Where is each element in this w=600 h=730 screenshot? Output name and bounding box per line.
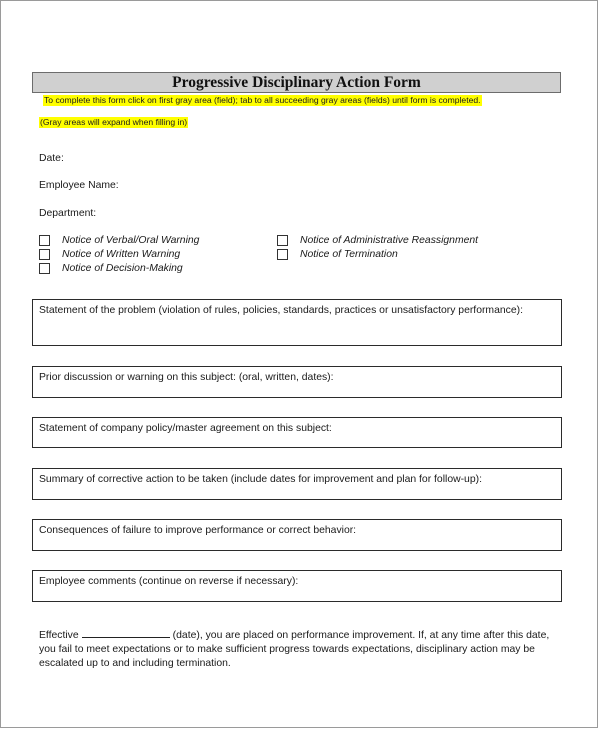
notice-decision-making[interactable]	[39, 262, 183, 275]
checkbox[interactable]	[39, 249, 50, 260]
notice-written-warning[interactable]	[39, 248, 180, 261]
checkbox-label: Notice of Written Warning	[62, 249, 181, 260]
consequences-box[interactable]	[32, 519, 562, 551]
box-label: Employee comments (continue on reverse if necessary):	[39, 576, 299, 587]
checkbox-label: Notice of Decision-Making	[62, 263, 183, 274]
corrective-action-box[interactable]	[32, 468, 562, 500]
effective-date-blank[interactable]	[82, 627, 170, 638]
notice-administrative-reassignment[interactable]	[277, 234, 478, 247]
box-label: Statement of company policy/master agreement on this subject:	[39, 423, 332, 434]
effective-paragraph	[39, 627, 559, 670]
instruction-note: (Gray areas will expand when filling in)	[40, 117, 188, 127]
box-label: Consequences of failure to improve performance or correct behavior:	[39, 525, 357, 536]
checkbox[interactable]	[39, 263, 50, 274]
box-label: Summary of corrective action to be taken (include dates for improvement and plan for follow-up):	[39, 474, 482, 485]
checkbox[interactable]	[277, 235, 288, 246]
prior-discussion-box[interactable]	[32, 366, 562, 398]
notice-verbal-warning[interactable]	[39, 234, 199, 247]
checkbox[interactable]	[277, 249, 288, 260]
checkbox-label: Notice of Verbal/Oral Warning	[62, 235, 200, 246]
date-field[interactable]: Date:	[39, 153, 64, 164]
instruction-text: To complete this form click on first gray area (field); tab to all succeeding gray areas (fields) until form is completed.	[44, 95, 481, 105]
checkbox[interactable]	[39, 235, 50, 246]
notice-termination[interactable]	[277, 248, 398, 261]
company-policy-box[interactable]	[32, 417, 562, 448]
checkbox-label: Notice of Administrative Reassignment	[300, 235, 479, 246]
effective-prefix: Effective	[39, 630, 79, 641]
employee-name-field[interactable]: Employee Name:	[39, 180, 119, 191]
box-label: Prior discussion or warning on this subject: (oral, written, dates):	[39, 372, 334, 383]
effective-text: (date), you are placed on performance improvement. If, at any time after this date, you fail to meet expectations or to make sufficient progress towards expectations, disciplinary action may be escalated up to and including termination.	[39, 630, 550, 669]
checkbox-label: Notice of Termination	[300, 249, 398, 260]
problem-statement-box[interactable]	[32, 299, 562, 346]
form-title: Progressive Disciplinary Action Form	[32, 72, 561, 93]
employee-comments-box[interactable]	[32, 570, 562, 602]
department-field[interactable]: Department:	[39, 208, 97, 219]
box-label: Statement of the problem (violation of rules, policies, standards, practices or unsatisfactory performance):	[39, 305, 523, 316]
